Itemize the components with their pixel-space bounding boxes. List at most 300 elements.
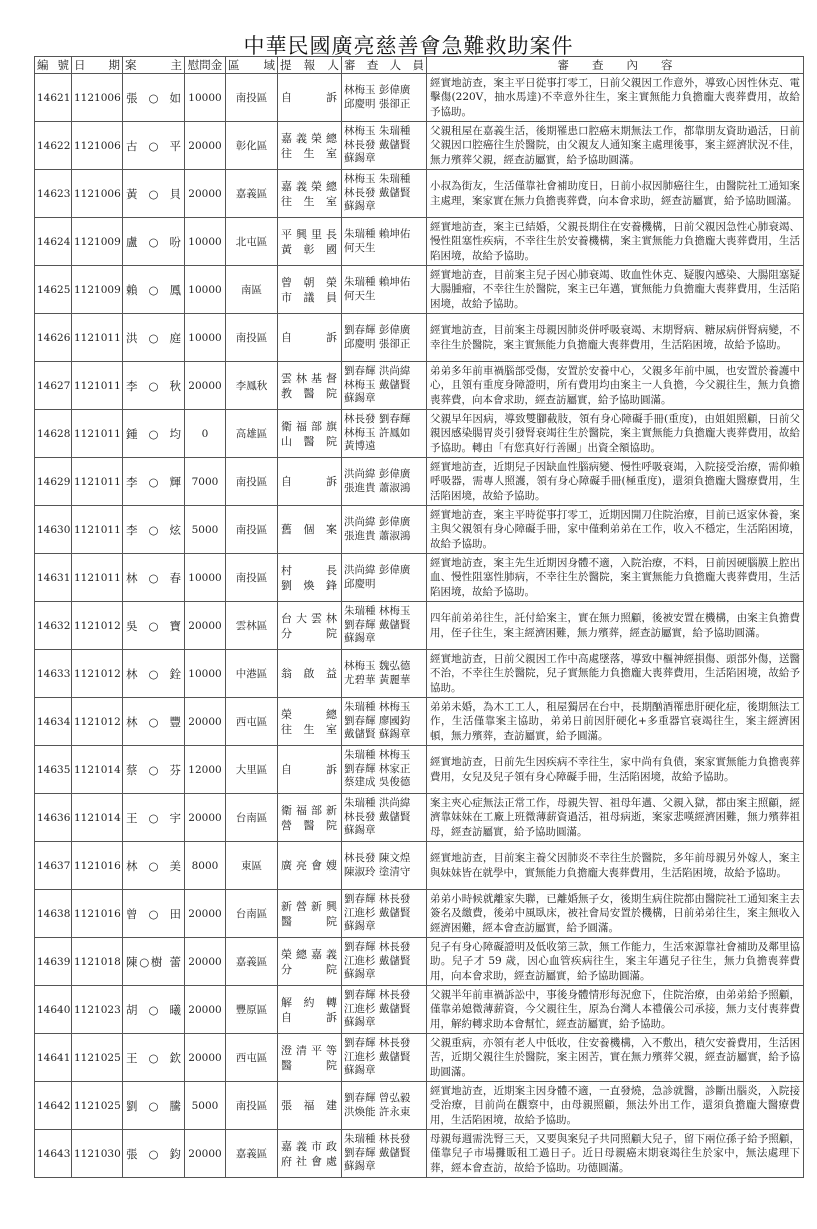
table-row — [35, 410, 804, 458]
client-name: 林 ○ 美 — [123, 842, 185, 890]
reporter — [278, 986, 342, 1034]
reviewers — [342, 1082, 427, 1130]
client-name: 蔡 ○ 芬 — [123, 746, 185, 794]
client-name: 王 ○ 欽 — [123, 1034, 185, 1082]
reviewers — [342, 650, 427, 698]
table-row — [35, 986, 804, 1034]
table-row — [35, 314, 804, 362]
case-id: 14629 — [35, 458, 72, 506]
client-name: 吳 ○ 寶 — [123, 602, 185, 650]
reviewer-line: 洪尚緯 彭偉廣 — [344, 516, 411, 528]
relief-amount: 20000 — [185, 1034, 226, 1082]
reviewers — [342, 842, 427, 890]
reporter-line: 村 長 — [281, 563, 338, 577]
header-date: 日 期 — [72, 57, 123, 74]
reviewer-line: 蘇錫章 — [344, 392, 376, 405]
review-content: 兒子有身心障礙證明及低收第三款，無工作能力，生活來源靠社會補助及鄰里協助。兒子才 59 歲，因心血管疾病往生，案主年邁兒子往生，無力負擔喪葬費用，向本會求助，經查訪屬實，給予協助圓滿。 — [427, 938, 804, 986]
client-name: 林 ○ 豐 — [123, 698, 185, 746]
review-content: 經實地訪查，案主平日從事打零工，日前父親因工作意外，導致心因性休克、電擊傷(220V，抽水馬達)不幸意外往生，案主實無能力負擔龐大喪葬費用，故給予協助。 — [427, 74, 804, 122]
reviewer-line: 邱慶明 張卻正 — [344, 97, 411, 110]
region: 嘉義區 — [226, 170, 278, 218]
case-date: 1121023 — [72, 986, 123, 1034]
review-content: 經實地訪查，目前案主母親因肺炎併呼吸衰竭、末期腎病、糖尿病併腎病變，不幸往生於醫院，案主實無能力負擔龐大喪葬費用，生活陷困境，故給予協助。 — [427, 314, 804, 362]
reporter — [278, 602, 342, 650]
client-name: 李 ○ 炫 — [123, 506, 185, 554]
client-name: 陳○樹 蕾 — [123, 938, 185, 986]
reviewers — [342, 362, 427, 410]
reviewer-line: 朱瑞種 洪尚緯 — [344, 797, 411, 810]
region: 北屯區 — [226, 218, 278, 266]
case-date: 1121014 — [72, 794, 123, 842]
reviewer-line: 林梅玉 彭偉廣 — [344, 84, 411, 96]
client-name: 賴 ○ 鳳 — [123, 266, 185, 314]
header-content: 審 查 內 容 — [427, 57, 804, 74]
region: 李鳳秋 — [226, 362, 278, 410]
reviewers — [342, 314, 427, 362]
reviewer-line: 蘇錫章 — [344, 920, 376, 933]
region: 台南區 — [226, 794, 278, 842]
reviewer-line: 江進杉 戴儲賢 — [344, 906, 411, 919]
case-date: 1121009 — [72, 218, 123, 266]
reviewer-line: 何天生 — [344, 241, 376, 254]
case-id: 14623 — [35, 170, 72, 218]
case-date: 1121025 — [72, 1082, 123, 1130]
relief-amount: 20000 — [185, 1130, 226, 1178]
review-content: 父親重病，亦領有老人中低收，住安養機構，入不敷出，積欠安養費用，生活困苦，近期父親往生於醫院，案主困苦，實在無力殯葬父親，經查訪屬實，給予協助圓滿。 — [427, 1034, 804, 1082]
region: 東區 — [226, 842, 278, 890]
reviewer-line: 張進貴 蕭淑鴻 — [344, 481, 411, 494]
reporter-line: 劉 煥 鋒 — [281, 578, 338, 592]
reporter-line: 黃 彰 國 — [281, 242, 338, 256]
review-content: 經實地訪查，近期案主因身體不適，一直發燒，急診就醫，診斷出腦炎，入院接受治療，目前尚在觀察中，由母親照顧，無法外出工作，還須負擔龐大醫療費用，生活陷困境，故給予協助。 — [427, 1082, 804, 1130]
header-reporter: 提 報 人 — [278, 57, 342, 74]
reviewers — [342, 458, 427, 506]
relief-amount: 20000 — [185, 698, 226, 746]
reviewer-line: 江進杉 戴儲賢 — [344, 954, 411, 967]
reporter-line: 往 生 室 — [281, 722, 338, 736]
header-id: 編號 — [35, 57, 72, 74]
reviewer-line: 劉春輝 彭偉廣 — [344, 324, 411, 336]
reviewers — [342, 602, 427, 650]
region: 南投區 — [226, 554, 278, 602]
review-content: 父親早年因病，導致雙腳截肢，領有身心障礙手冊(重度)，由姐姐照顧，日前父親因感染腸胃炎引發腎衰竭往生於醫院，案主實無能力負擔龐大喪葬費用，故給予協助。轉由「有您真好行善團」出資全額協助。 — [427, 410, 804, 458]
reporter — [278, 218, 342, 266]
reporter-line: 解 約 轉 — [281, 995, 338, 1009]
case-date: 1121006 — [72, 170, 123, 218]
client-name: 胡 ○ 曦 — [123, 986, 185, 1034]
table-row — [35, 266, 804, 314]
region: 南投區 — [226, 506, 278, 554]
relief-amount: 5000 — [185, 506, 226, 554]
reviewer-line: 邱慶明 — [344, 577, 376, 590]
reporter-line: 平興里長 — [281, 227, 338, 241]
case-id: 14627 — [35, 362, 72, 410]
region: 嘉義區 — [226, 938, 278, 986]
relief-amount: 20000 — [185, 170, 226, 218]
case-id: 14631 — [35, 554, 72, 602]
review-content: 案主夾心症無法正常工作，母親失智、祖母年邁、父親入獄，都由案主照顧，經濟靠妹妹在工廠上班微薄薪資過活，祖母病逝，案家悲嘆經濟困難，無力殯葬祖母，經查訪屬實，給予協助圓滿。 — [427, 794, 804, 842]
relief-amount: 20000 — [185, 986, 226, 1034]
relief-amount: 10000 — [185, 314, 226, 362]
case-id: 14624 — [35, 218, 72, 266]
header-client: 案 主 — [123, 57, 185, 74]
reporter-line: 衛福部新 — [281, 803, 338, 817]
reporter-line: 嘉義市政 — [281, 1139, 338, 1153]
case-date: 1121009 — [72, 266, 123, 314]
review-content: 經實地訪查，日前父親因工作中高處墜落，導致中樞神經損傷、頭部外傷，送醫不治，不幸往生於醫院，兒子實無能力負擔龐大喪葬費用，生活陷困境，故給予協助。 — [427, 650, 804, 698]
reviewer-line: 劉春輝 廖國鈞 — [344, 714, 411, 727]
reporter — [278, 1130, 342, 1178]
reviewer-line: 朱瑞種 林梅玉 — [344, 701, 411, 714]
reviewer-line: 蘇錫章 — [344, 968, 376, 981]
reviewer-line: 林長發 戴儲賢 — [344, 810, 411, 823]
reviewer-line: 洪尚緯 彭偉廣 — [344, 468, 411, 480]
case-id: 14621 — [35, 74, 72, 122]
case-id: 14630 — [35, 506, 72, 554]
relief-amount: 20000 — [185, 794, 226, 842]
relief-amount: 7000 — [185, 458, 226, 506]
relief-cases-table — [34, 56, 804, 1178]
case-date: 1121012 — [72, 602, 123, 650]
region: 南區 — [226, 266, 278, 314]
case-id: 14636 — [35, 794, 72, 842]
reviewer-line: 蘇錫章 — [344, 632, 376, 645]
reviewer-line: 林長發 陳文煌 — [344, 852, 411, 864]
reviewers — [342, 506, 427, 554]
reporter-line: 雲林基督 — [281, 371, 338, 385]
table-row — [35, 1034, 804, 1082]
reporter-line: 衛福部旗 — [281, 419, 338, 433]
reporter-line: 往 生 室 — [281, 194, 338, 208]
review-content: 弟弟小時候就離家失聯，已離婚無子女，後期生病住院都由醫院社工通知案主去簽名及繳費，後弟中風臥床，被社會局安置於機構，日前弟弟往生，案主無收入經濟困難，經本會查訪屬實，給予圓滿。 — [427, 890, 804, 938]
case-id: 14637 — [35, 842, 72, 890]
table-row — [35, 890, 804, 938]
reviewers — [342, 554, 427, 602]
region: 台南區 — [226, 890, 278, 938]
reporter-line: 教 醫 院 — [281, 386, 338, 400]
reporter — [278, 698, 342, 746]
client-name: 林 ○ 春 — [123, 554, 185, 602]
case-id: 14641 — [35, 1034, 72, 1082]
reviewer-line: 劉春輝 洪尚緯 — [344, 365, 411, 378]
reviewer-line: 林梅玉 戴儲賢 — [344, 378, 411, 391]
region: 南投區 — [226, 314, 278, 362]
reporter-line: 榮 總 — [281, 707, 338, 721]
region: 嘉義區 — [226, 1130, 278, 1178]
relief-amount: 20000 — [185, 602, 226, 650]
reviewer-line: 劉春輝 曾弘毅 — [344, 1092, 411, 1104]
case-id: 14642 — [35, 1082, 72, 1130]
case-date: 1121016 — [72, 842, 123, 890]
case-id: 14625 — [35, 266, 72, 314]
review-content: 弟弟多年前車禍腦部受傷，安置於安養中心，父親多年前中風，也安置於養護中心，且領有重度身障證明，所有費用均由案主一人負擔，今父親往生，無力負擔喪葬費，向本會求助，經查訪屬實，給予協助圓滿。 — [427, 362, 804, 410]
table-row — [35, 170, 804, 218]
review-content: 經實地訪查，案主已結婚，父親長期住在安養機構，日前父親因急性心肺衰竭、慢性阻塞性疾病，不幸往生於安養機構，案主實無能力負擔龐大喪葬費用，生活陷困境，故給予協助。 — [427, 218, 804, 266]
relief-amount: 5000 — [185, 1082, 226, 1130]
reviewer-line: 劉春輝 戴儲賢 — [344, 618, 411, 631]
reviewer-line: 劉春輝 林長發 — [344, 1037, 411, 1050]
case-date: 1121006 — [72, 122, 123, 170]
case-date: 1121014 — [72, 746, 123, 794]
reviewers — [342, 218, 427, 266]
reporter-line: 自 訴 — [281, 91, 338, 104]
review-content: 母親每週需洗腎三天，又要與案兒子共同照顧大兒子，留下兩位孫子給予照顧，僅靠兒子市場攤販租工過日子。近日母親癌末期衰竭往生於家中，無法處理下葬，經本會查訪，故給予協助。功德圓滿。 — [427, 1130, 804, 1178]
header-reviewers: 審 查 人 員 — [342, 57, 427, 74]
reviewer-line: 戴儲賢 蘇錫章 — [344, 728, 411, 741]
reviewer-line: 尤碧華 黃麗華 — [344, 673, 411, 686]
review-content: 經實地訪查，案主平時從事打零工，近期因開刀住院治療，目前已返家休養，案主與父親領有身心障礙手冊，家中僅剩弟弟在工作，收入不穩定，生活陷困境，故給予協助。 — [427, 506, 804, 554]
reporter-line: 曾 朝 榮 — [281, 275, 338, 289]
relief-amount: 20000 — [185, 938, 226, 986]
client-name: 林 ○ 銓 — [123, 650, 185, 698]
case-id: 14632 — [35, 602, 72, 650]
region: 高雄區 — [226, 410, 278, 458]
reviewers — [342, 938, 427, 986]
review-content: 四年前弟弟往生，託付給案主，實在無力照顧，後被安置在機構，由案主負擔費用，侄子往生，案主經濟困難，無力殯葬，經查訪屬實，給予協助圓滿。 — [427, 602, 804, 650]
relief-amount: 10000 — [185, 554, 226, 602]
review-content: 經實地訪查，案主先生近期因身體不適，入院治療，不料，日前因硬腦膜上腔出血、慢性阻塞性肺病，不幸往生於醫院，案主實無能力負擔龐大喪葬費用，生活陷困境，故給予協助。 — [427, 554, 804, 602]
reviewers — [342, 1130, 427, 1178]
client-name: 黃 ○ 貝 — [123, 170, 185, 218]
reviewers — [342, 74, 427, 122]
case-id: 14635 — [35, 746, 72, 794]
review-content: 父親租屋在嘉義生活，後期罹患口腔癌末期無法工作，都靠朋友資助過活，日前父親因口腔癌往生於醫院，由父親友人通知案主處理後事，案主經濟狀況不佳，無力殯葬父親，經查訪屬實，給予協助圓滿。 — [427, 122, 804, 170]
case-date: 1121012 — [72, 698, 123, 746]
reviewers — [342, 890, 427, 938]
reporter-line: 醫 院 — [281, 914, 338, 928]
client-name: 古 ○ 平 — [123, 122, 185, 170]
reporter-line: 台大雲林 — [281, 611, 338, 625]
table-body — [35, 74, 804, 1178]
reporter — [278, 890, 342, 938]
reviewers — [342, 746, 427, 794]
table-row — [35, 842, 804, 890]
client-name: 盧 ○ 吩 — [123, 218, 185, 266]
reviewers — [342, 986, 427, 1034]
region: 西屯區 — [226, 1034, 278, 1082]
case-id: 14633 — [35, 650, 72, 698]
reporter — [278, 170, 342, 218]
region: 南投區 — [226, 1082, 278, 1130]
reporter-line: 自 訴 — [281, 475, 338, 488]
table-row — [35, 122, 804, 170]
reporter-line: 醫 院 — [281, 1058, 338, 1072]
case-date: 1121018 — [72, 938, 123, 986]
reviewers — [342, 410, 427, 458]
reviewers — [342, 794, 427, 842]
relief-amount: 10000 — [185, 74, 226, 122]
case-id: 14640 — [35, 986, 72, 1034]
review-content: 經實地訪查，日前先生因疾病不幸往生，家中尚有負債，案家實無能力負擔喪葬費用，女兒及兒子領有身心障礙手冊，生活陷困境，故給予協助。 — [427, 746, 804, 794]
reviewer-line: 蘇錫章 — [344, 824, 376, 837]
reviewer-line: 朱瑞種 林梅玉 — [344, 605, 411, 618]
reporter-line: 榮總嘉義 — [281, 947, 338, 961]
region: 彰化區 — [226, 122, 278, 170]
case-date: 1121011 — [72, 314, 123, 362]
reviewer-line: 劉春輝 戴儲賢 — [344, 1146, 411, 1159]
case-date: 1121011 — [72, 410, 123, 458]
table-row — [35, 458, 804, 506]
client-name: 李 ○ 輝 — [123, 458, 185, 506]
reporter — [278, 650, 342, 698]
reporter-line: 自 訴 — [281, 763, 338, 776]
reporter-line: 市 議 員 — [281, 290, 338, 304]
reporter — [278, 938, 342, 986]
reviewer-line: 劉春輝 林家正 — [344, 762, 411, 775]
reporter — [278, 314, 342, 362]
table-row — [35, 554, 804, 602]
reviewer-line: 陳淑玲 塗清守 — [344, 865, 411, 878]
reporter-line: 嘉義榮總 — [281, 131, 338, 145]
reviewer-line: 蔡建成 吳俊德 — [344, 776, 411, 789]
reviewer-line: 朱瑞種 林長發 — [344, 1133, 411, 1146]
region: 中港區 — [226, 650, 278, 698]
table-row — [35, 794, 804, 842]
region: 南投區 — [226, 74, 278, 122]
case-date: 1121012 — [72, 650, 123, 698]
table-row — [35, 362, 804, 410]
page-title: 中華民國廣亮慈善會急難救助案件 — [243, 34, 574, 58]
relief-amount: 0 — [185, 410, 226, 458]
case-date: 1121011 — [72, 554, 123, 602]
relief-amount: 10000 — [185, 650, 226, 698]
reviewer-line: 蘇錫章 — [344, 152, 376, 165]
reporter — [278, 554, 342, 602]
reviewer-line: 朱瑞種 賴坤佑 — [344, 228, 411, 240]
reporter — [278, 122, 342, 170]
region: 大里區 — [226, 746, 278, 794]
reviewers — [342, 122, 427, 170]
reviewer-line: 何天生 — [344, 289, 376, 302]
reporter — [278, 794, 342, 842]
reviewer-line: 林長發 劉春輝 — [344, 413, 411, 426]
reporter-line: 分 院 — [281, 626, 338, 640]
client-name: 劉 ○ 騰 — [123, 1082, 185, 1130]
reviewer-line: 林梅玉 許鳳如 — [344, 426, 411, 439]
reporter-line: 分 院 — [281, 962, 338, 976]
reviewer-line: 蘇錫章 — [344, 200, 376, 213]
reviewer-line: 林梅玉 魏弘德 — [344, 660, 411, 672]
reviewers — [342, 170, 427, 218]
reporter — [278, 1034, 342, 1082]
review-content: 父親半年前車禍訴訟中，事後身體情形每況愈下，住院治療，由弟弟給予照顧，僅靠弟媳微薄薪資，今父親往生，原為台灣人本禮儀公司承接，無力支付喪葬費用，解約轉求助本會幫忙，經查訪屬實，給予協助。 — [427, 986, 804, 1034]
reviewer-line: 蘇錫章 — [344, 1016, 376, 1029]
reviewer-line: 洪尚緯 彭偉廣 — [344, 564, 411, 576]
header-region: 區 域 — [226, 57, 278, 74]
reporter-line: 府社會處 — [281, 1154, 338, 1168]
review-content: 經實地訪查，目前案主養父因肺炎不幸往生於醫院，多年前母親另外嫁人，案主與妹妹皆在就學中，實無能力負擔龐大喪葬費用，生活陷困境，故給予協助。 — [427, 842, 804, 890]
review-content: 弟弟未婚，為木工工人，租屋獨居在台中，長期酗酒罹患肝硬化症，後期無法工作，生活僅靠案主協助，弟弟日前因肝硬化+多重器官衰竭往生，案主經濟困頓，無力殯葬，查訪屬實，給予圓滿。 — [427, 698, 804, 746]
reviewer-line: 林梅玉 朱瑞種 — [344, 125, 411, 138]
reviewer-line: 林長發 戴儲賢 — [344, 138, 411, 151]
relief-amount: 12000 — [185, 746, 226, 794]
reviewer-line: 洪煥能 許永東 — [344, 1105, 411, 1118]
reporter-line: 山 醫 院 — [281, 434, 338, 448]
reporter-line: 澄清平等 — [281, 1043, 338, 1057]
reporter-line: 翁 啟 益 — [281, 667, 338, 680]
client-name: 曾 ○ 田 — [123, 890, 185, 938]
client-name: 李 ○ 秋 — [123, 362, 185, 410]
review-content: 小叔為街友，生活僅靠社會補助度日，日前小叔因肺癌往生，由醫院社工通知案主處理，案家實在無力負擔喪葬費，向本會求助，經查訪屬實，給予協助圓滿。 — [427, 170, 804, 218]
reviewer-line: 蘇錫章 — [344, 1160, 376, 1173]
region: 雲林區 — [226, 602, 278, 650]
client-name: 張 ○ 如 — [123, 74, 185, 122]
reviewer-line: 蘇錫章 — [344, 1064, 376, 1077]
table-header-row — [35, 57, 804, 74]
reviewer-line: 黃博遠 — [344, 440, 376, 453]
reporter — [278, 458, 342, 506]
table-row — [35, 1130, 804, 1178]
client-name: 洪 ○ 庭 — [123, 314, 185, 362]
reviewer-line: 林梅玉 朱瑞種 — [344, 173, 411, 186]
reporter — [278, 74, 342, 122]
review-content: 經實地訪查，近期兒子因缺血性腦病變、慢性呼吸衰竭，入院接受治療，需仰賴呼吸器，需專人照護，領有身心障礙手冊(極重度)，還須負擔龐大醫療費用，生活陷困境，故給予協助。 — [427, 458, 804, 506]
relief-amount: 20000 — [185, 890, 226, 938]
case-id: 14643 — [35, 1130, 72, 1178]
table-row — [35, 74, 804, 122]
review-content: 經實地訪查，目前案主兒子因心肺衰竭、敗血性休克、疑腹內感染、大腸阻塞疑大腸腫瘤，不幸往生於醫院，案主已年邁，實無能力負擔龐大喪葬費用，生活陷困境，故給予協助。 — [427, 266, 804, 314]
case-date: 1121030 — [72, 1130, 123, 1178]
reporter-line: 營 醫 院 — [281, 818, 338, 832]
reporter — [278, 1082, 342, 1130]
case-date: 1121011 — [72, 506, 123, 554]
reviewer-line: 江進杉 戴儲賢 — [344, 1002, 411, 1015]
region: 南投區 — [226, 458, 278, 506]
reporter — [278, 842, 342, 890]
region: 西屯區 — [226, 698, 278, 746]
client-name: 王 ○ 宇 — [123, 794, 185, 842]
reporter-line: 張 福 建 — [281, 1099, 338, 1112]
reviewer-line: 朱瑞種 賴坤佑 — [344, 276, 411, 288]
reviewer-line: 邱慶明 張卻正 — [344, 337, 411, 350]
reporter-line: 自 訴 — [281, 1010, 338, 1024]
reporter — [278, 746, 342, 794]
table-row — [35, 602, 804, 650]
reporter-line: 自 訴 — [281, 331, 338, 344]
case-date: 1121011 — [72, 458, 123, 506]
reporter — [278, 266, 342, 314]
table-row — [35, 218, 804, 266]
case-date: 1121025 — [72, 1034, 123, 1082]
reviewer-line: 林長發 戴儲賢 — [344, 186, 411, 199]
case-date: 1121016 — [72, 890, 123, 938]
client-name: 張 ○ 鈞 — [123, 1130, 185, 1178]
table-row — [35, 698, 804, 746]
reviewer-line: 劉春輝 林長發 — [344, 941, 411, 954]
reporter — [278, 506, 342, 554]
case-id: 14626 — [35, 314, 72, 362]
case-date: 1121006 — [72, 74, 123, 122]
table-row — [35, 650, 804, 698]
reporter-line: 舊 個 案 — [281, 523, 338, 536]
reviewer-line: 朱瑞種 林梅玉 — [344, 749, 411, 762]
case-date: 1121011 — [72, 362, 123, 410]
reviewers — [342, 1034, 427, 1082]
reporter-line: 廣亮會嫂 — [281, 859, 338, 872]
table-row — [35, 506, 804, 554]
case-id: 14634 — [35, 698, 72, 746]
reviewer-line: 張進貴 蕭淑鴻 — [344, 529, 411, 542]
reporter-line: 新營新興 — [281, 899, 338, 913]
case-id: 14628 — [35, 410, 72, 458]
region: 豐原區 — [226, 986, 278, 1034]
relief-amount: 10000 — [185, 218, 226, 266]
reviewers — [342, 698, 427, 746]
relief-amount: 8000 — [185, 842, 226, 890]
reviewer-line: 劉春輝 林長發 — [344, 989, 411, 1002]
relief-amount: 20000 — [185, 122, 226, 170]
reporter-line: 往 生 室 — [281, 146, 338, 160]
